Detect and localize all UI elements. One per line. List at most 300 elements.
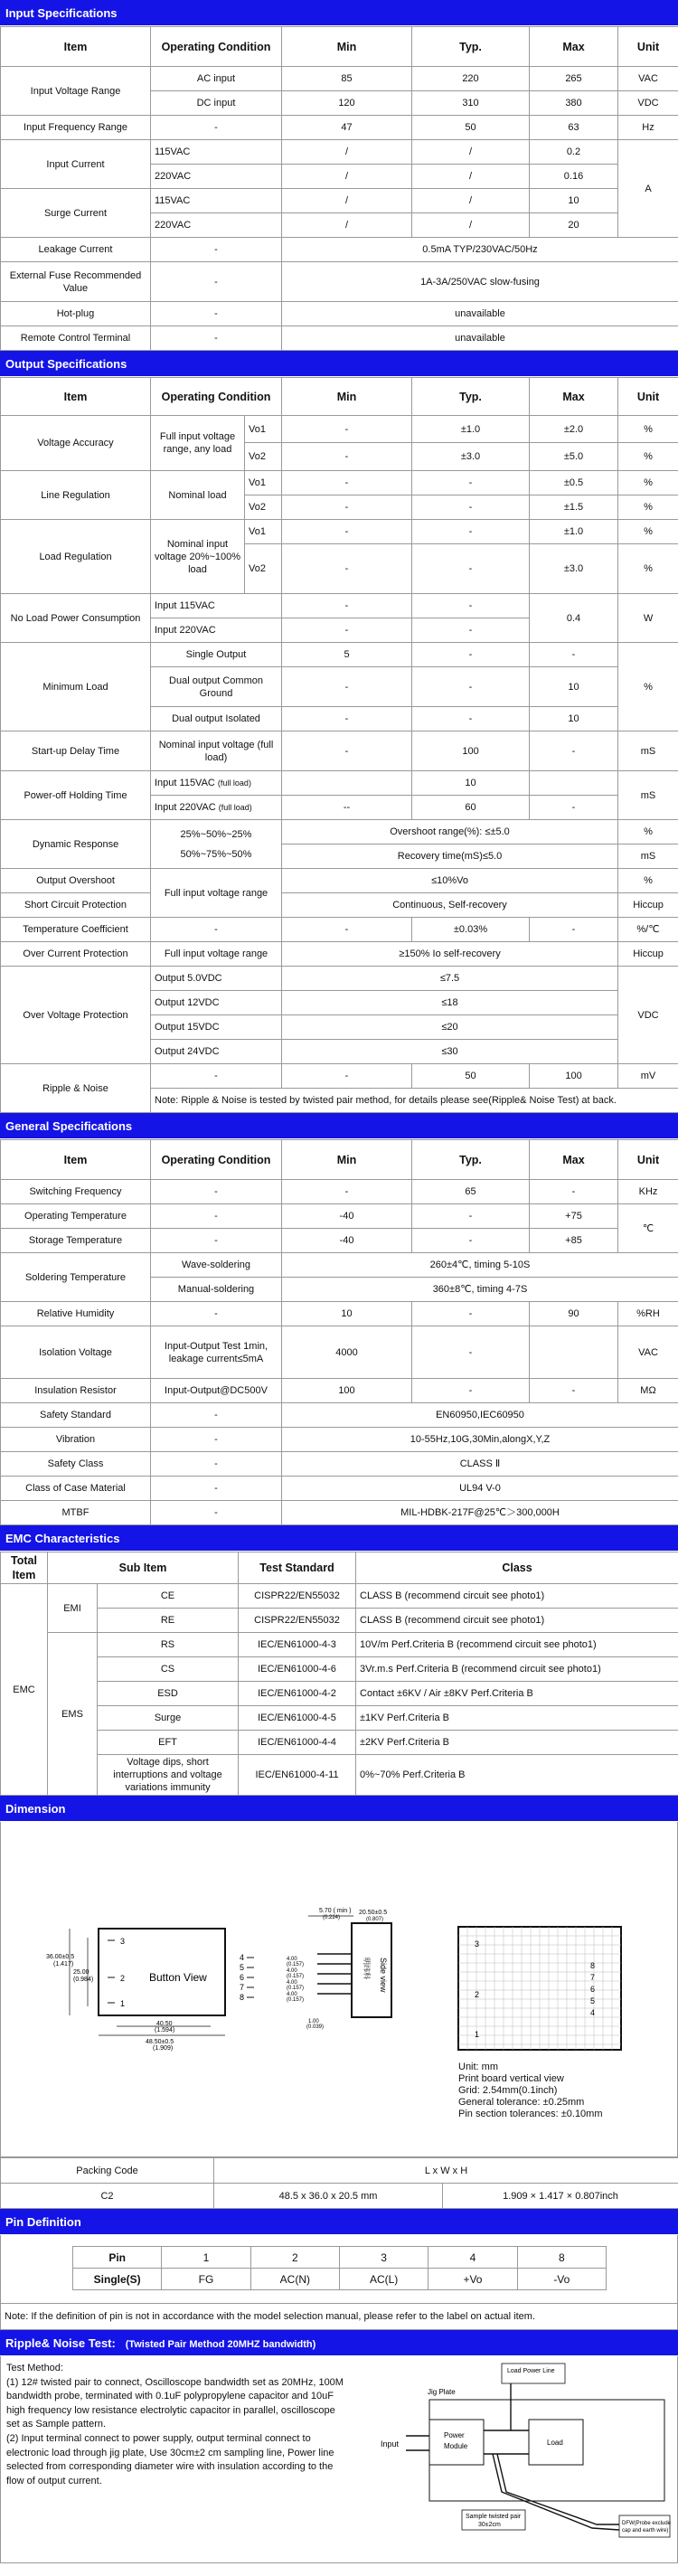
item-startup-delay: Start-up Delay Time xyxy=(1,731,151,771)
cell: - xyxy=(151,262,282,302)
unit-note: Unit: mm xyxy=(458,2062,498,2072)
cell: +85 xyxy=(530,1229,618,1253)
cell: 10 xyxy=(530,707,618,731)
probe-label-1: DFW(Probe exclude xyxy=(622,2521,672,2526)
item-external-fuse: External Fuse Recommended Value xyxy=(1,262,151,302)
ripple-subtitle: (Twisted Pair Method 20MHZ bandwidth) xyxy=(125,2339,316,2350)
dim-width: 48.50±0.5 xyxy=(146,2039,174,2045)
cell: % xyxy=(618,495,678,520)
cell: W xyxy=(618,594,678,643)
cell: / xyxy=(282,213,412,238)
board-pin-2: 2 xyxy=(475,1990,480,1999)
board-pin-1: 1 xyxy=(475,2030,480,2039)
cell: - xyxy=(412,471,530,495)
pitch-label-2-in: (0.157) xyxy=(287,1974,305,1979)
cell: - xyxy=(151,1501,282,1525)
cell: - xyxy=(282,594,412,618)
dim-mid: 25.00 xyxy=(73,1969,89,1976)
cell: Voltage dips, short interruptions and voltage variations immunity xyxy=(98,1755,239,1796)
cell: 220VAC xyxy=(151,165,282,189)
cell: 380 xyxy=(530,91,618,116)
cell: KHz xyxy=(618,1180,678,1204)
pin-label-1: 1 xyxy=(120,1999,126,2008)
pitch-label-3: 4.00 xyxy=(287,1980,297,1986)
dim-top-in: (0.224) xyxy=(323,1915,341,1920)
cell: - xyxy=(530,643,618,667)
pitch-label-3-in: (0.157) xyxy=(287,1986,305,1991)
button-view-label: Button View xyxy=(149,1971,207,1984)
cell: - xyxy=(151,1452,282,1477)
cell: - xyxy=(151,1403,282,1428)
cell: - xyxy=(282,667,412,707)
cell: 60 xyxy=(412,796,530,820)
emc-emi: EMI xyxy=(48,1584,98,1633)
cell: - xyxy=(282,495,412,520)
item-switching-frequency: Switching Frequency xyxy=(1,1180,151,1204)
section-general-title: General Specifications xyxy=(0,1113,678,1139)
cell: 90 xyxy=(530,1302,618,1326)
cell: 260±4℃, timing 5-10S xyxy=(282,1253,678,1278)
load-label: Load xyxy=(547,2439,563,2447)
cell: 85 xyxy=(282,67,412,91)
cell: ±1.0 xyxy=(412,416,530,443)
cell: Hz xyxy=(618,116,678,140)
packing-table xyxy=(0,2157,678,2209)
cell: CLASS B (recommend circuit see photo1) xyxy=(356,1584,678,1609)
cell: mS xyxy=(618,731,678,771)
item-soldering-temperature: Soldering Temperature xyxy=(1,1253,151,1302)
dim-depth: 20.50±0.5 xyxy=(359,1910,388,1916)
cell: - xyxy=(412,618,530,643)
header-max: Max xyxy=(530,1140,618,1180)
cell: 0.16 xyxy=(530,165,618,189)
header-condition: Operating Condition xyxy=(151,378,282,416)
item-insulation-resistor: Insulation Resistor xyxy=(1,1379,151,1403)
cell: ±3.0 xyxy=(530,544,618,594)
power-module-label-2: Module xyxy=(444,2442,468,2450)
input-spec-table xyxy=(0,26,678,351)
cell: Output 15VDC xyxy=(151,1015,282,1040)
cell: ESD xyxy=(98,1682,239,1706)
cell: ≤18 xyxy=(282,991,618,1015)
item-surge-current: Surge Current xyxy=(1,189,151,238)
cell: / xyxy=(282,165,412,189)
cell: - xyxy=(151,238,282,262)
dim-height: 36.00±0.5 xyxy=(46,1954,75,1960)
cell: - xyxy=(151,1302,282,1326)
cell: ±1KV Perf.Criteria B xyxy=(356,1706,678,1731)
cell: CS xyxy=(98,1657,239,1682)
cell: DC input xyxy=(151,91,282,116)
pin-row-cell: -Vo xyxy=(517,2269,606,2290)
cell xyxy=(151,796,282,820)
cell: Full input voltage range xyxy=(151,942,282,967)
pin-header-cell: 8 xyxy=(517,2247,606,2269)
cell: ±1.0 xyxy=(530,520,618,544)
cell: ±5.0 xyxy=(530,443,618,471)
cell: 20 xyxy=(530,213,618,238)
cell: Overshoot range(%): ≤±5.0 xyxy=(282,820,618,845)
cell: 265 xyxy=(530,67,618,91)
right-pin-labels xyxy=(240,1953,244,2002)
cell: - xyxy=(530,796,618,820)
section-emc-title: EMC Characteristics xyxy=(0,1525,678,1552)
cell: - xyxy=(151,116,282,140)
item-safety-class: Safety Class xyxy=(1,1452,151,1477)
cell: Surge xyxy=(98,1706,239,1731)
cell: 0%~70% Perf.Criteria B xyxy=(356,1755,678,1796)
item-short-circuit: Short Circuit Protection xyxy=(1,893,151,918)
cell: IEC/EN61000-4-11 xyxy=(239,1755,356,1796)
cell: - xyxy=(151,918,282,942)
item-isolation-voltage: Isolation Voltage xyxy=(1,1326,151,1379)
pin-table xyxy=(72,2246,607,2290)
cell: Recovery time(mS)≤5.0 xyxy=(282,845,618,869)
packing-inch: 1.909 × 1.417 × 0.807inch xyxy=(443,2184,678,2209)
item-input-voltage-range: Input Voltage Range xyxy=(1,67,151,116)
cell: 4000 xyxy=(282,1326,412,1379)
cell: Full input voltage range, any load xyxy=(151,416,245,471)
cell: Full input voltage range xyxy=(151,869,282,918)
item-output-overshoot: Output Overshoot xyxy=(1,869,151,893)
pin-header-cell: 2 xyxy=(250,2247,339,2269)
dim-width-in: (1.909) xyxy=(153,2045,174,2052)
cell: - xyxy=(412,1229,530,1253)
cell: / xyxy=(412,140,530,165)
grid-note: Grid: 2.54mm(0.1inch) xyxy=(458,2085,558,2096)
pitch-label-2: 4.00 xyxy=(287,1968,297,1974)
ripple-note: Note: Ripple & Noise is tested by twisted pair method, for details please see(Ripple& Noise Test) at back. xyxy=(151,1089,678,1113)
cell: / xyxy=(412,165,530,189)
jig-plate-label: Jig Plate xyxy=(428,2388,456,2396)
cell: - xyxy=(412,1302,530,1326)
board-pin-4: 4 xyxy=(590,2008,596,2017)
cell: - xyxy=(282,707,412,731)
cell: IEC/EN61000-4-5 xyxy=(239,1706,356,1731)
cell: / xyxy=(282,189,412,213)
cell-text: 50%~75%~50% xyxy=(180,848,252,860)
header-class: Class xyxy=(356,1552,678,1584)
cell: UL94 V-0 xyxy=(282,1477,678,1501)
cell: IEC/EN61000-4-4 xyxy=(239,1731,356,1755)
cell: unavailable xyxy=(282,302,678,326)
cell: RS xyxy=(98,1633,239,1657)
cell: 0.2 xyxy=(530,140,618,165)
cell: - xyxy=(412,643,530,667)
board-pin-7: 7 xyxy=(590,1973,596,1982)
pin-row-cell: AC(L) xyxy=(339,2269,428,2290)
pin-row-cell: AC(N) xyxy=(250,2269,339,2290)
header-item: Item xyxy=(1,27,151,67)
cell: 65 xyxy=(412,1180,530,1204)
cell: Input 220VAC xyxy=(151,618,282,643)
cell: ±2KV Perf.Criteria B xyxy=(356,1731,678,1755)
dim-inner-in: (1.594) xyxy=(155,2027,175,2033)
cell: %RH xyxy=(618,1302,678,1326)
cell-text: Input 220VAC xyxy=(155,802,216,813)
cell: 10 xyxy=(282,1302,412,1326)
cell: ±1.5 xyxy=(530,495,618,520)
pin-tolerance-note: Pin section tolerances: ±0.10mm xyxy=(458,2109,603,2119)
cell: Vo1 xyxy=(245,471,282,495)
print-board-note: Print board vertical view xyxy=(458,2073,564,2084)
cell: Dual output Common Ground xyxy=(151,667,282,707)
cell: 100 xyxy=(530,1064,618,1089)
cell: % xyxy=(618,544,678,594)
item-temperature-coefficient: Temperature Coefficient xyxy=(1,918,151,942)
pitch-label-1: 4.00 xyxy=(287,1957,297,1962)
cell: MΩ xyxy=(618,1379,678,1403)
cell: Continuous, Self-recovery xyxy=(282,893,618,918)
item-case-material: Class of Case Material xyxy=(1,1477,151,1501)
item-hot-plug: Hot-plug xyxy=(1,302,151,326)
cell: Vo2 xyxy=(245,495,282,520)
cell: 0.4 xyxy=(530,594,618,643)
general-spec-table xyxy=(0,1139,678,1525)
cell: 10-55Hz,10G,30Min,alongX,Y,Z xyxy=(282,1428,678,1452)
cell: - xyxy=(282,618,412,643)
cell: - xyxy=(282,520,412,544)
cell: 10 xyxy=(530,667,618,707)
item-vibration: Vibration xyxy=(1,1428,151,1452)
cell: Contact ±6KV / Air ±8KV Perf.Criteria B xyxy=(356,1682,678,1706)
cell: ≤20 xyxy=(282,1015,618,1040)
cell: 100 xyxy=(412,731,530,771)
cell: EFT xyxy=(98,1731,239,1755)
cell: - xyxy=(530,1379,618,1403)
pin-header-cell: 3 xyxy=(339,2247,428,2269)
cell: IEC/EN61000-4-2 xyxy=(239,1682,356,1706)
dim-mid-in: (0.984) xyxy=(73,1977,94,1983)
ripple-method-title: Test Method: xyxy=(6,2363,63,2373)
item-minimum-load: Minimum Load xyxy=(1,643,151,731)
cell: VAC xyxy=(618,1326,678,1379)
cell: mS xyxy=(618,845,678,869)
cell: -40 xyxy=(282,1229,412,1253)
cell: - xyxy=(282,1180,412,1204)
pin-row-cell: +Vo xyxy=(428,2269,517,2290)
pitch-label-1-in: (0.157) xyxy=(287,1962,305,1967)
cell: 0.5mA TYP/230VAC/50Hz xyxy=(282,238,678,262)
cell: - xyxy=(282,471,412,495)
cell: Vo1 xyxy=(245,416,282,443)
header-max: Max xyxy=(530,27,618,67)
emc-ems: EMS xyxy=(48,1633,98,1796)
cell: - xyxy=(412,1326,530,1379)
item-over-current: Over Current Protection xyxy=(1,942,151,967)
cell: Dual output Isolated xyxy=(151,707,282,731)
board-pin-5: 5 xyxy=(590,1996,596,2005)
cell: ≥150% Io self-recovery xyxy=(282,942,618,967)
cell: - xyxy=(282,731,412,771)
cell: Output 12VDC xyxy=(151,991,282,1015)
board-pin-6: 6 xyxy=(590,1985,596,1994)
cell: Nominal load xyxy=(151,471,245,520)
cell: - xyxy=(151,302,282,326)
side-brand-label: 明纬科 xyxy=(363,1958,371,1979)
cell: - xyxy=(412,520,530,544)
cell: - xyxy=(530,1180,618,1204)
cell: 5 xyxy=(282,643,412,667)
header-condition: Operating Condition xyxy=(151,1140,282,1180)
item-operating-temperature: Operating Temperature xyxy=(1,1204,151,1229)
header-unit: Unit xyxy=(618,27,678,67)
item-line-regulation: Line Regulation xyxy=(1,471,151,520)
cell: % xyxy=(618,520,678,544)
header-max: Max xyxy=(530,378,618,416)
cell: AC input xyxy=(151,67,282,91)
item-input-current: Input Current xyxy=(1,140,151,189)
cell xyxy=(151,820,282,869)
cell: Single Output xyxy=(151,643,282,667)
cell: 10V/m Perf.Criteria B (recommend circuit see photo1) xyxy=(356,1633,678,1657)
item-mtbf: MTBF xyxy=(1,1501,151,1525)
pin-width-label-in: (0.039) xyxy=(306,2024,325,2030)
header-min: Min xyxy=(282,1140,412,1180)
pin-label-4: 4 xyxy=(240,1953,245,1962)
item-ripple-noise: Ripple & Noise xyxy=(1,1064,151,1113)
header-total-item: Total Item xyxy=(1,1552,48,1584)
cell: - xyxy=(282,416,412,443)
cell: -- xyxy=(282,796,412,820)
cell: % xyxy=(618,443,678,471)
cell: IEC/EN61000-4-6 xyxy=(239,1657,356,1682)
cell: - xyxy=(282,1064,412,1089)
cell: 310 xyxy=(412,91,530,116)
cell: ≤10%Vo xyxy=(282,869,618,893)
item-leakage-current: Leakage Current xyxy=(1,238,151,262)
header-test-standard: Test Standard xyxy=(239,1552,356,1584)
pin-panel xyxy=(0,2235,678,2304)
ripple-step-1: (1) 12# twisted pair to connect, Oscilloscope bandwidth set as 20MHz, 100M bandwidth probe, terminated with 0.1uF polypropylene capacitor and 10uF high frequency low resistance electrolytic capacitor in parallel, oscilloscope set as Sample pattern. xyxy=(6,2376,344,2430)
cell: - xyxy=(151,1064,282,1089)
cell: mV xyxy=(618,1064,678,1089)
dim-top-value: 5.70 xyxy=(319,1908,332,1914)
cell: 3Vr.m.s Perf.Criteria B (recommend circuit see photo1) xyxy=(356,1657,678,1682)
right-pin-marks xyxy=(247,1958,254,1997)
cell: / xyxy=(412,213,530,238)
section-dimension-title: Dimension xyxy=(0,1796,678,1822)
cell: - xyxy=(412,1379,530,1403)
cell: - xyxy=(530,918,618,942)
cell: Vo1 xyxy=(245,520,282,544)
header-min: Min xyxy=(282,27,412,67)
cell: ±2.0 xyxy=(530,416,618,443)
cell: 360±8℃, timing 4-7S xyxy=(282,1278,678,1302)
pin-header-cell: 4 xyxy=(428,2247,517,2269)
cell: 10 xyxy=(530,189,618,213)
item-over-voltage: Over Voltage Protection xyxy=(1,967,151,1064)
ripple-test-diagram xyxy=(366,2356,673,2563)
cell: 50 xyxy=(412,1064,530,1089)
cell: %/℃ xyxy=(618,918,678,942)
pin-row-cell: Single(S) xyxy=(73,2269,162,2290)
input-label: Input xyxy=(381,2439,400,2449)
cell: / xyxy=(282,140,412,165)
cell: % xyxy=(618,869,678,893)
header-item: Item xyxy=(1,378,151,416)
twisted-pair-label-1: Sample twisted pair xyxy=(466,2514,522,2520)
cell: Vo2 xyxy=(245,443,282,471)
packing-code: C2 xyxy=(1,2184,214,2209)
header-typ: Typ. xyxy=(412,1140,530,1180)
cell: VDC xyxy=(618,91,678,116)
header-typ: Typ. xyxy=(412,27,530,67)
cell: ±0.5 xyxy=(530,471,618,495)
board-pin-3: 3 xyxy=(475,1939,480,1949)
cell: - xyxy=(530,731,618,771)
cell xyxy=(282,771,412,796)
cell: mS xyxy=(618,771,678,820)
cell: ℃ xyxy=(618,1204,678,1253)
cell: % xyxy=(618,820,678,845)
header-item: Item xyxy=(1,1140,151,1180)
cell: ≤7.5 xyxy=(282,967,618,991)
section-pin-title: Pin Definition xyxy=(0,2209,678,2235)
item-load-regulation: Load Regulation xyxy=(1,520,151,594)
item-remote-control: Remote Control Terminal xyxy=(1,326,151,351)
cell: 1A-3A/250VAC slow-fusing xyxy=(282,262,678,302)
cell: - xyxy=(151,1204,282,1229)
cell: CLASS Ⅱ xyxy=(282,1452,678,1477)
board-pin-8: 8 xyxy=(590,1961,596,1970)
cell: - xyxy=(151,326,282,351)
cell: / xyxy=(412,189,530,213)
cell-note: (full load) xyxy=(218,803,252,812)
cell: MIL-HDBK-217F@25℃＞300,000H xyxy=(282,1501,678,1525)
item-no-load-power: No Load Power Consumption xyxy=(1,594,151,643)
cell: Wave-soldering xyxy=(151,1253,282,1278)
dim-top xyxy=(319,1908,351,1914)
header-condition: Operating Condition xyxy=(151,27,282,67)
cell: VAC xyxy=(618,67,678,91)
pin-label-2: 2 xyxy=(120,1974,126,1983)
cell: ±3.0 xyxy=(412,443,530,471)
cell: CLASS B (recommend circuit see photo1) xyxy=(356,1609,678,1633)
cell: Input-Output Test 1min, leakage current≤5mA xyxy=(151,1326,282,1379)
item-relative-humidity: Relative Humidity xyxy=(1,1302,151,1326)
cell: - xyxy=(151,1477,282,1501)
ripple-method-text xyxy=(6,2362,350,2488)
item-voltage-accuracy: Voltage Accuracy xyxy=(1,416,151,471)
item-poweroff-holding: Power-off Holding Time xyxy=(1,771,151,820)
side-view-label: Side view xyxy=(379,1958,388,1993)
cell: 115VAC xyxy=(151,189,282,213)
pin-row-cell: FG xyxy=(162,2269,250,2290)
twisted-pair-label-2: 30±2cm xyxy=(478,2522,501,2528)
cell: Input 115VAC xyxy=(151,594,282,618)
cell-note: (full load) xyxy=(217,778,251,788)
cell: - xyxy=(282,443,412,471)
cell: 63 xyxy=(530,116,618,140)
cell: 115VAC xyxy=(151,140,282,165)
cell: Hiccup xyxy=(618,893,678,918)
cell: Input-Output@DC500V xyxy=(151,1379,282,1403)
cell: 50 xyxy=(412,116,530,140)
section-input-title: Input Specifications xyxy=(0,0,678,26)
power-module-label-1: Power xyxy=(444,2431,465,2439)
cell: - xyxy=(151,1428,282,1452)
cell: unavailable xyxy=(282,326,678,351)
cell: 220 xyxy=(412,67,530,91)
cell-text: Input 115VAC xyxy=(155,778,215,788)
cell: - xyxy=(412,594,530,618)
pin-label-8: 8 xyxy=(240,1993,245,2002)
cell: - xyxy=(412,544,530,594)
emc-table xyxy=(0,1552,678,1796)
side-pins xyxy=(317,1954,352,1994)
dim-top-note: ( min ) xyxy=(333,1908,352,1914)
